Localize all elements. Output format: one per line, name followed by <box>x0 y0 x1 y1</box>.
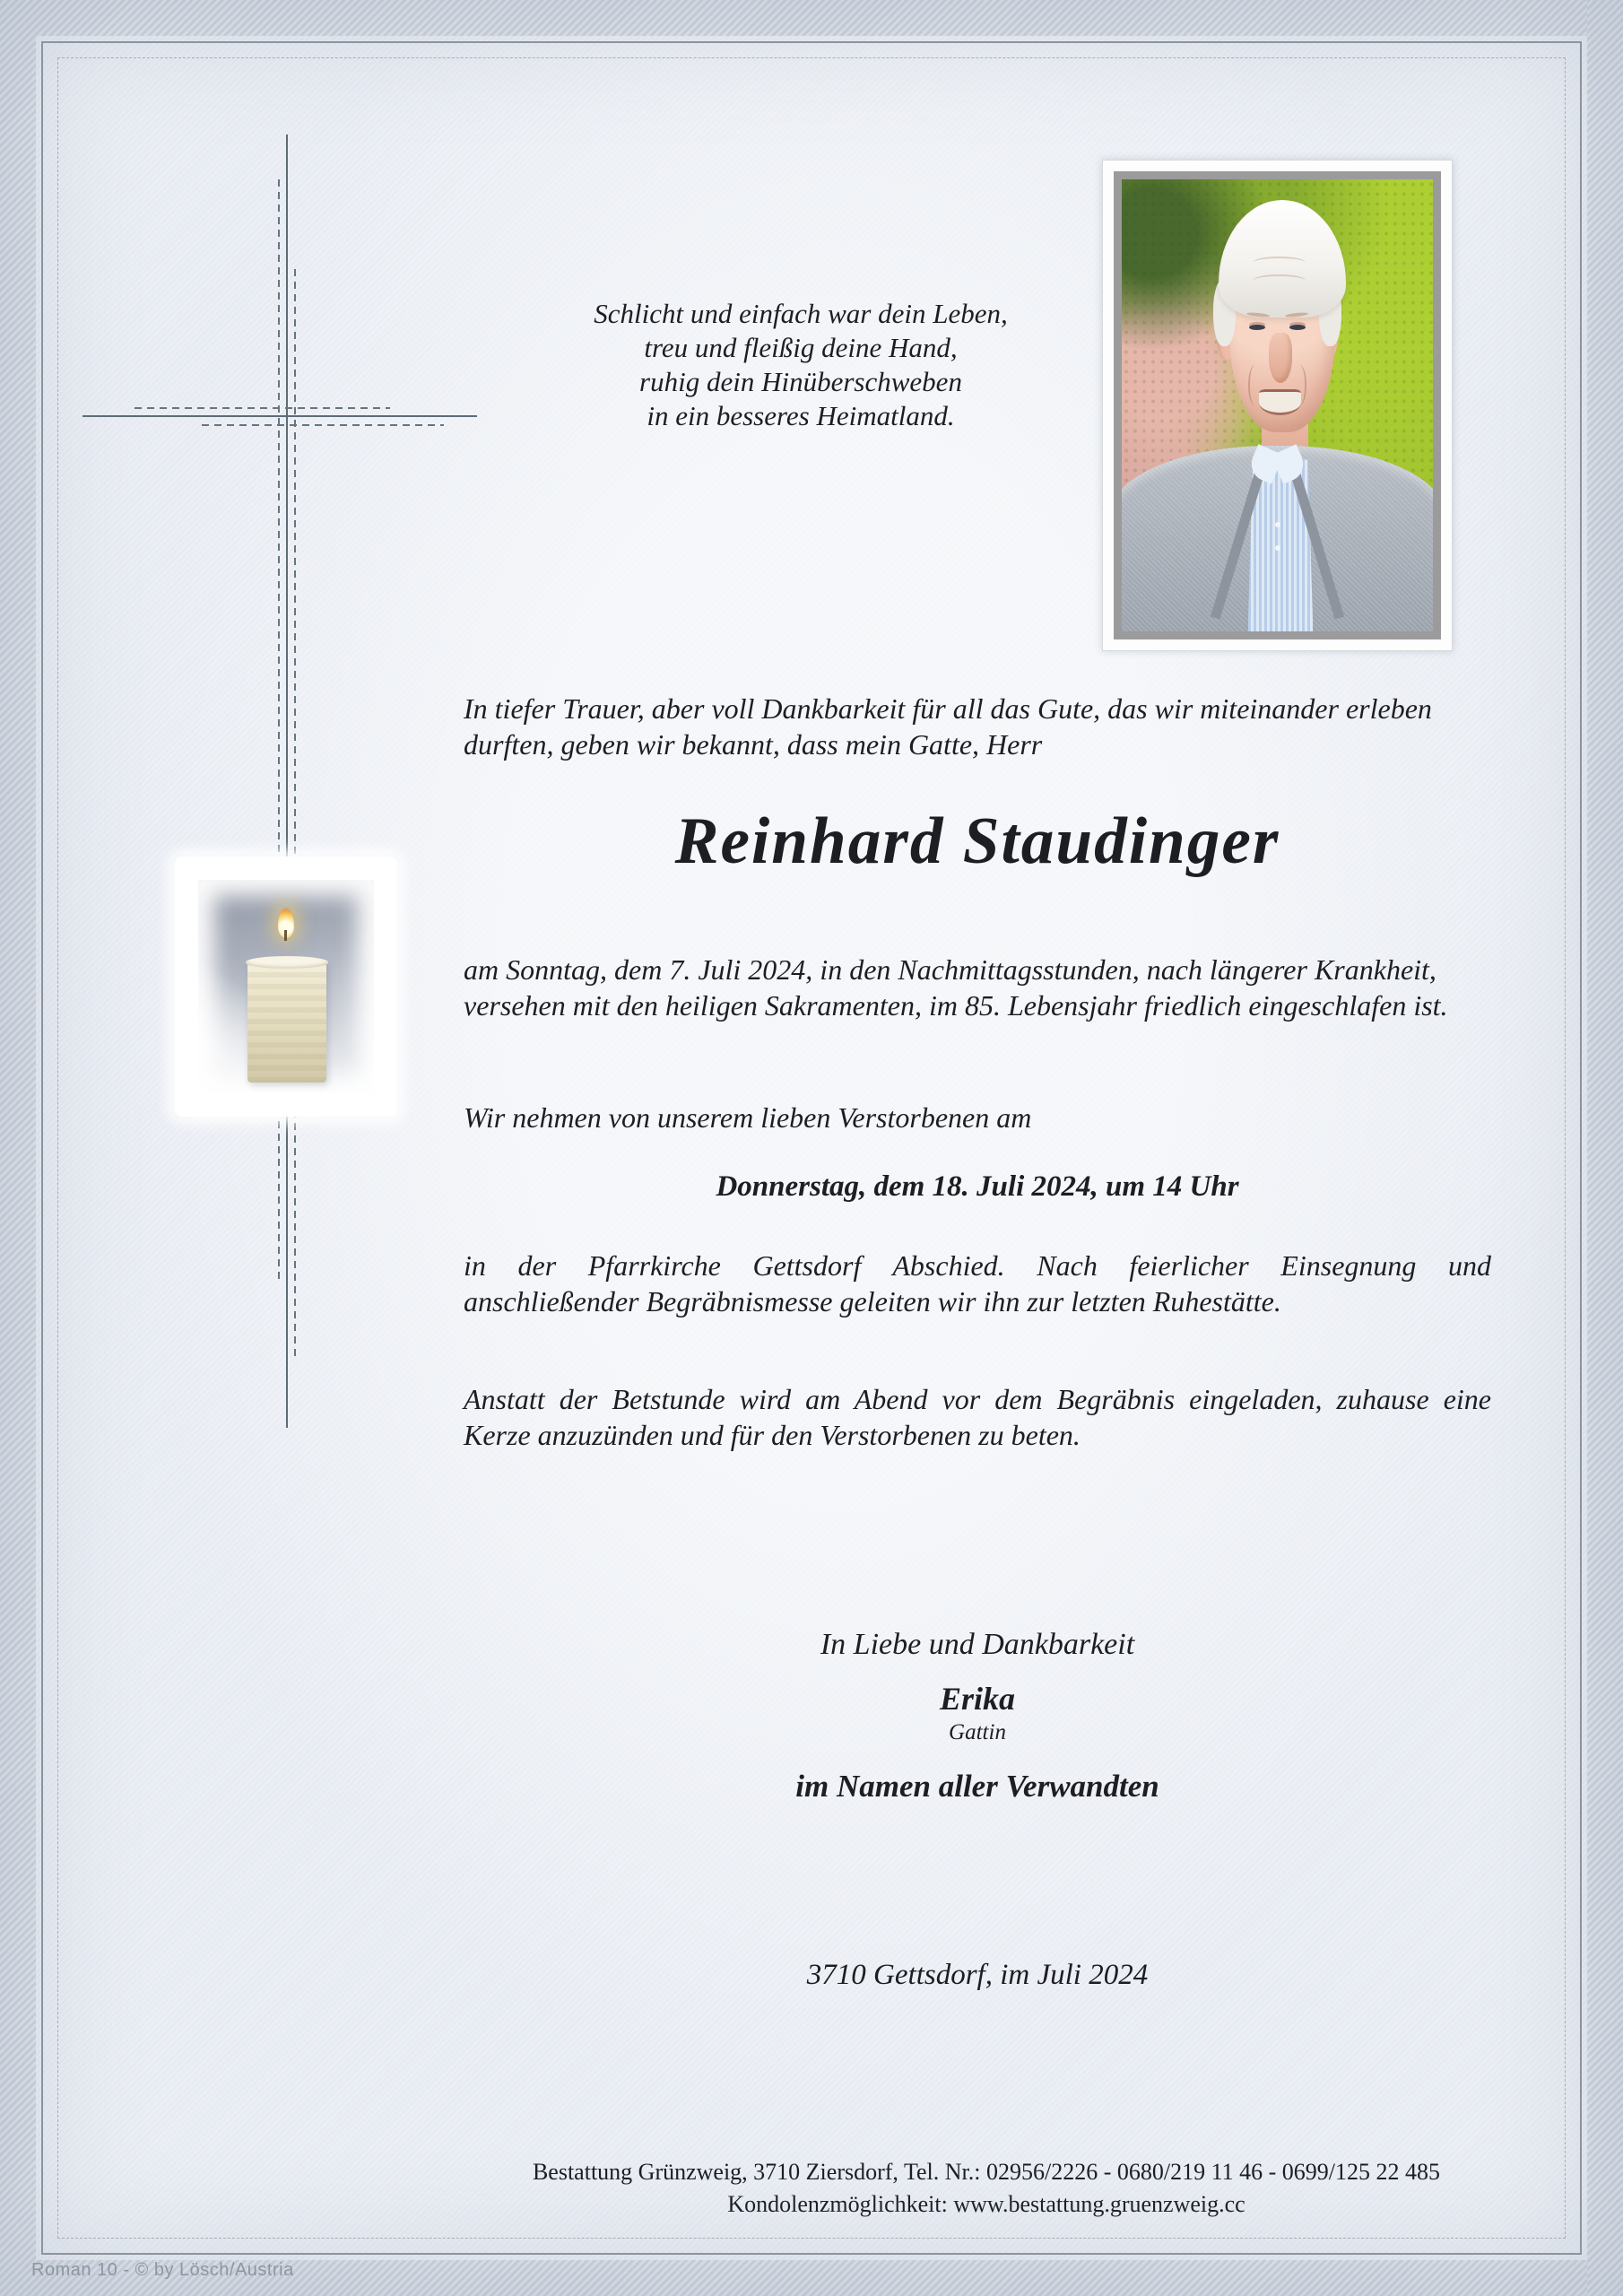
undertaker-contact: Bestattung Grünzweig, 3710 Ziersdorf, Tel. Nr.: 02956/2226 - 0680/219 11 46 - 0699/125 22 485 <box>532 2159 1441 2185</box>
cross-vertical-line-main <box>286 135 288 1428</box>
poem-line: in ein besseres Heimatland. <box>647 400 955 431</box>
candle-top-surface <box>246 956 328 969</box>
portrait-photo <box>1102 160 1453 651</box>
funeral-datetime: Donnerstag, dem 18. Juli 2024, um 14 Uhr <box>716 1170 1239 1203</box>
relatives-line: im Namen aller Verwandten <box>795 1769 1159 1804</box>
page-edge-band-top <box>0 0 1623 36</box>
death-line: versehen mit den heiligen Sakramenten, im 85. Lebensjahr friedlich eingeschlafen ist. <box>464 989 1448 1022</box>
cross-horizontal-line-main <box>82 415 477 417</box>
portrait-shirt-button <box>1275 545 1280 551</box>
prayer-note <box>464 1381 1491 1453</box>
funeral-location-line: in der Pfarrkirche Gettsdorf Abschied. Nach feierlicher Einsegnung und <box>464 1249 1491 1282</box>
portrait-nose <box>1269 333 1292 382</box>
candle-photo-background <box>198 880 374 1093</box>
portrait-forehead-line <box>1253 274 1306 287</box>
cross-vertical-line-right <box>294 269 296 1357</box>
intro-line: In tiefer Trauer, aber voll Dankbarkeit für all das Gute, das wir miteinander erleben <box>464 692 1432 725</box>
cross-horizontal-line-upper <box>135 407 390 409</box>
undertaker-footer <box>359 2156 1614 2221</box>
prayer-note-line: Kerze anzuzünden und für den Verstorbenen zu beten. <box>464 1419 1081 1451</box>
portrait-mouth <box>1259 389 1301 415</box>
funeral-location <box>464 1248 1491 1319</box>
closing-phrase: In Liebe und Dankbarkeit <box>820 1628 1135 1661</box>
cross-vertical-line-left <box>278 179 280 1283</box>
funeral-location-line: anschließender Begräbnismesse geleiten wir ihn zur letzten Ruhestätte. <box>464 1285 1281 1318</box>
page-edge-band-left <box>0 0 36 2296</box>
poem-line: treu und fleißig deine Hand, <box>644 332 958 363</box>
prayer-note-line: Anstatt der Betstunde wird am Abend vor dem Begräbnis eingeladen, zuhause eine <box>464 1383 1491 1415</box>
poem-line: Schlicht und einfach war dein Leben, <box>594 298 1008 329</box>
page-edge-band-right <box>1587 0 1623 2296</box>
candle-body <box>247 961 326 1083</box>
portrait-forehead-line <box>1253 257 1306 269</box>
portrait-photo-content <box>1122 179 1433 631</box>
death-line: am Sonntag, dem 7. Juli 2024, in den Nachmittagsstunden, nach längerer Krankheit, <box>464 953 1436 986</box>
cross-horizontal-line-lower <box>202 424 444 426</box>
poem-line: ruhig dein Hinüberschweben <box>639 366 962 397</box>
memorial-poem <box>466 297 1135 433</box>
deceased-name: Reinhard Staudinger <box>674 804 1280 878</box>
place-and-date: 3710 Gettsdorf, im Juli 2024 <box>806 1959 1149 1991</box>
farewell-intro: Wir nehmen von unserem lieben Verstorbenen am <box>464 1101 1032 1134</box>
print-credit: Roman 10 - © by Lösch/Austria <box>31 2260 294 2280</box>
condolence-website: Kondolenzmöglichkeit: www.bestattung.gruenzweig.cc <box>727 2191 1245 2217</box>
signature-relation: Gattin <box>949 1720 1006 1744</box>
death-details <box>464 952 1491 1023</box>
signature-name: Erika <box>939 1681 1016 1717</box>
announcement-intro <box>464 691 1491 762</box>
intro-line: durften, geben wir bekannt, dass mein Gatte, Herr <box>464 728 1043 761</box>
candle-image <box>175 857 397 1117</box>
candle-wick <box>284 930 287 941</box>
